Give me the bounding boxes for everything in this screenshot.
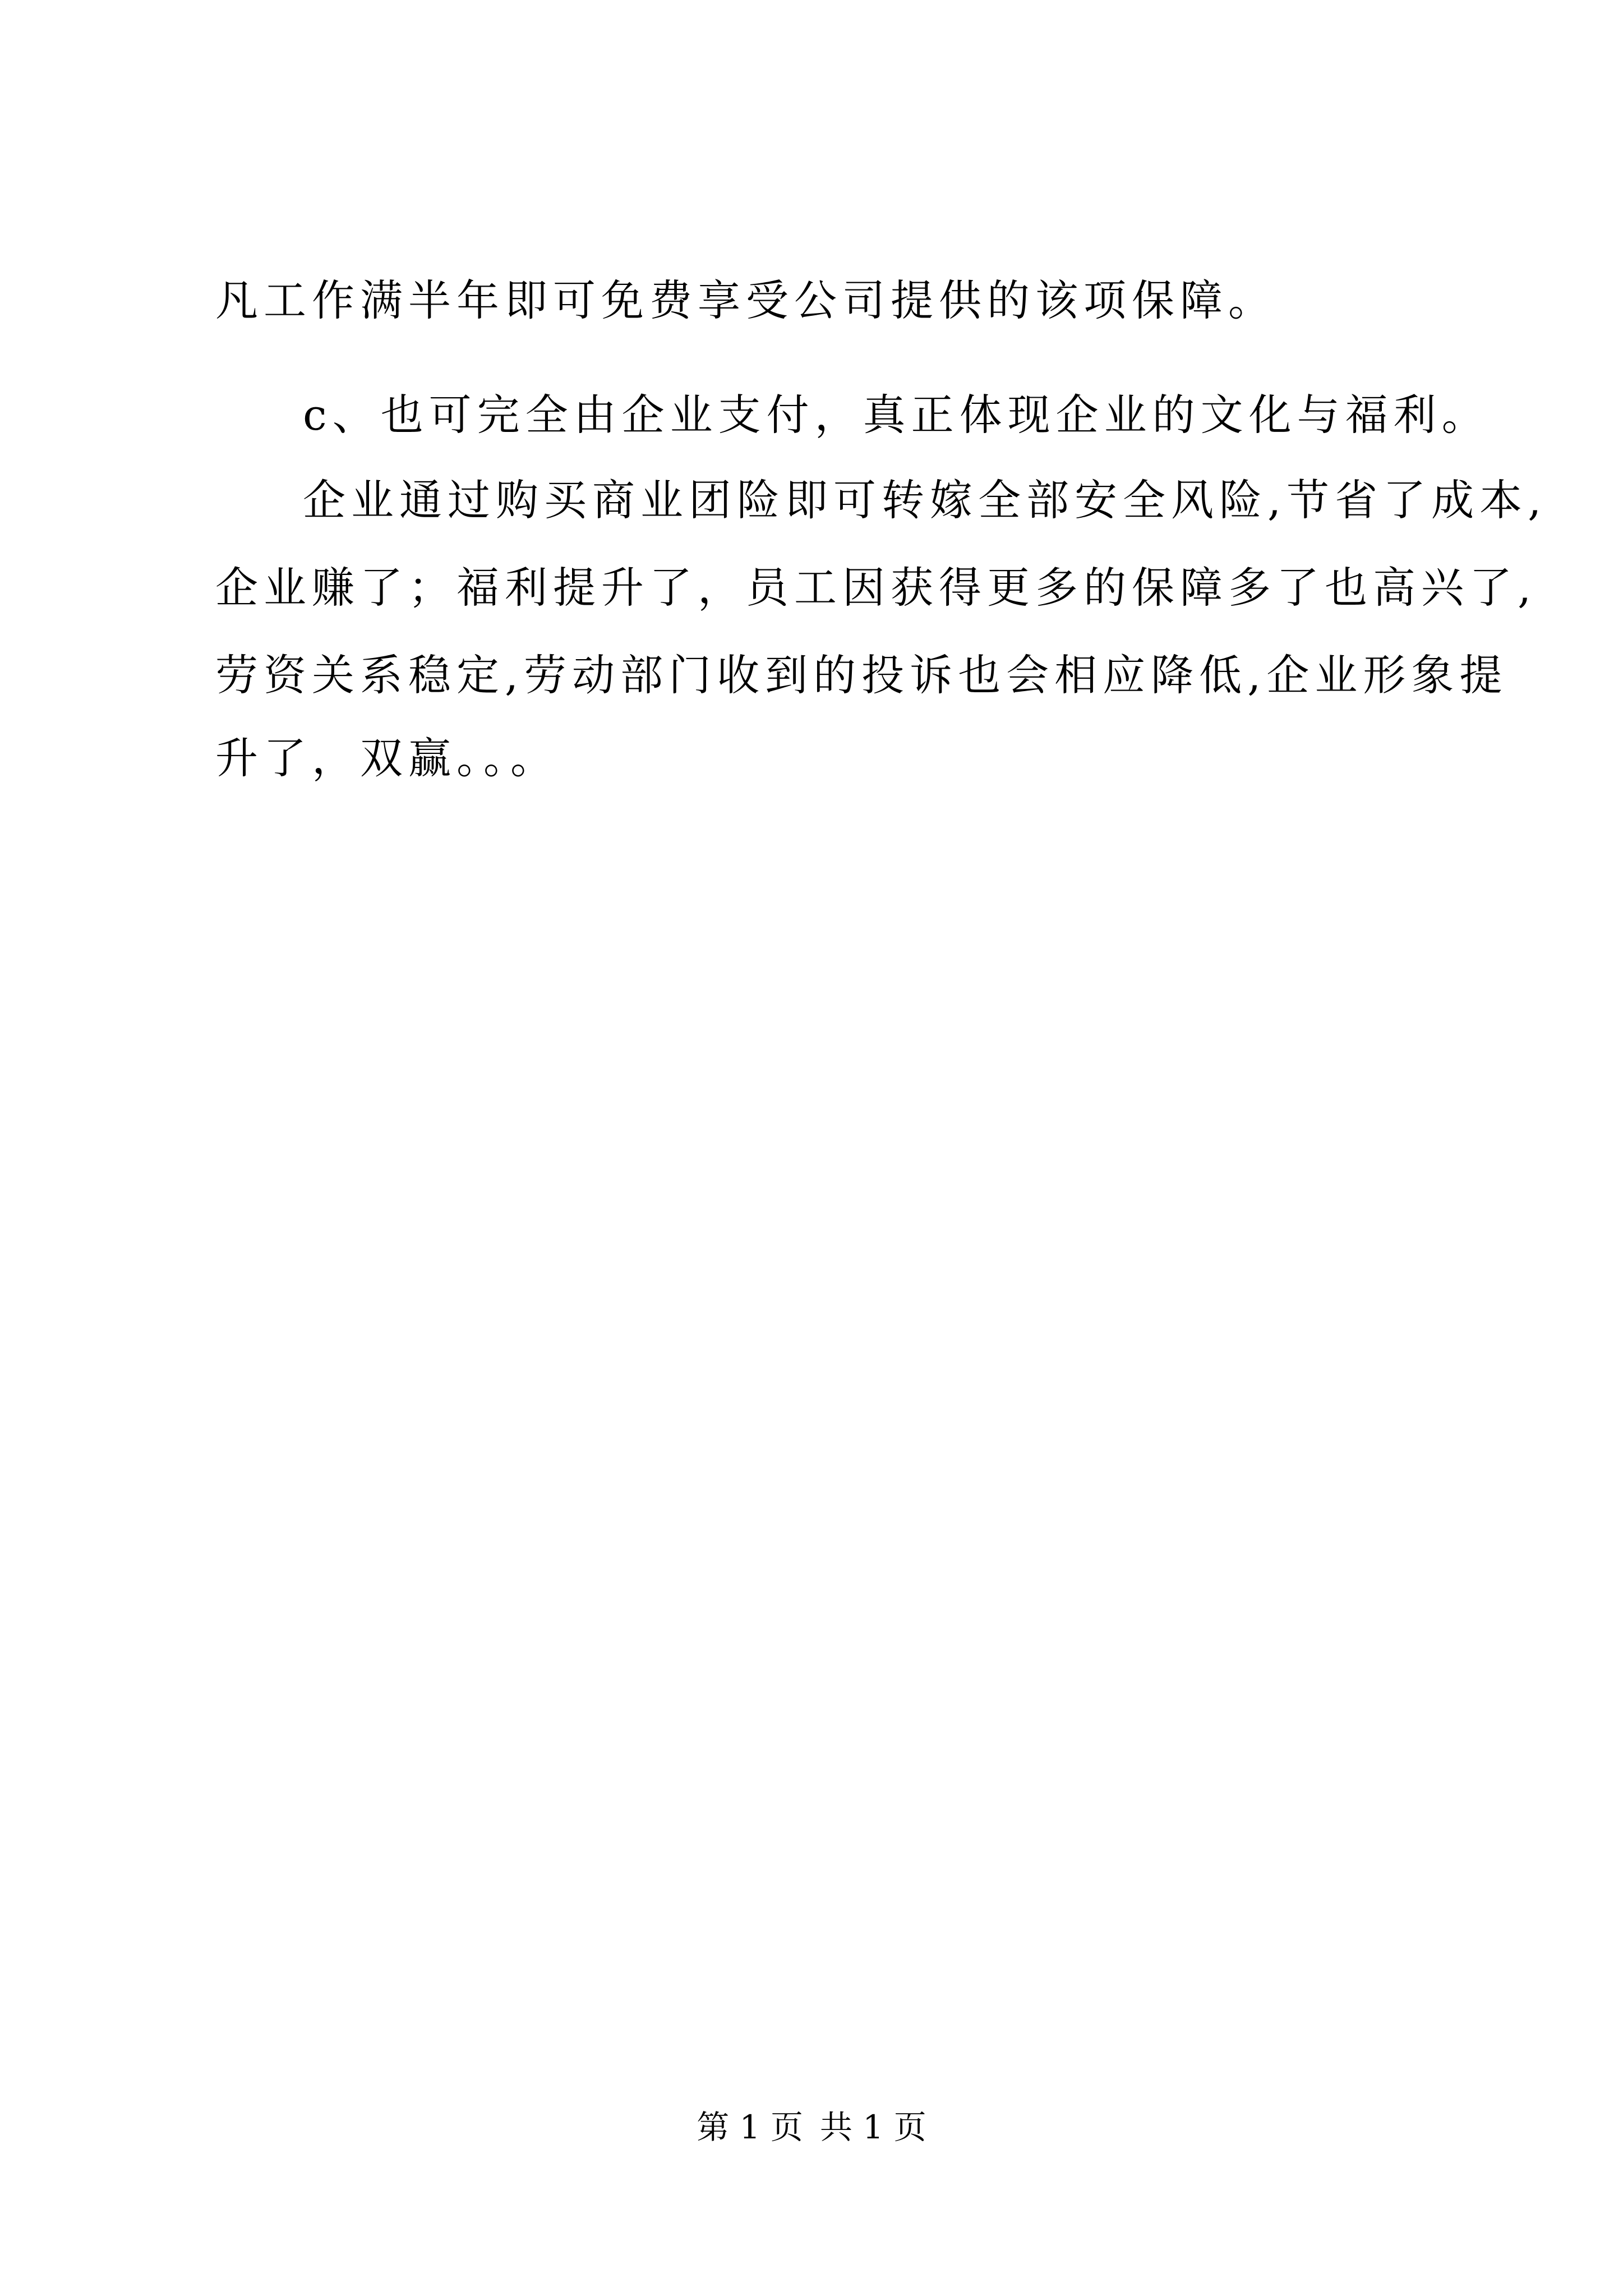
page-number-total: 共 1 页 — [820, 2108, 926, 2146]
text-line-3: 企业通过购买商业团险即可转嫁全部安全风险,节省了成本, — [303, 475, 1547, 525]
text-line-4: 企业赚了；福利提升了，员工因获得更多的保障多了也高兴了, — [215, 563, 1537, 613]
text-line-1: 凡工作满半年即可免费享受公司提供的该项保障。 — [215, 275, 1276, 325]
text-line-5: 劳资关系稳定,劳动部门收到的投诉也会相应降低,企业形象提 — [215, 650, 1508, 700]
page-number-current: 第 1 页 — [697, 2108, 803, 2146]
text-line-6: 升了，双赢。。。 — [215, 733, 559, 783]
page-footer — [0, 2105, 1623, 2150]
text-line-2: c、也可完全由企业支付，真正体现企业的文化与福利。 — [303, 390, 1490, 440]
